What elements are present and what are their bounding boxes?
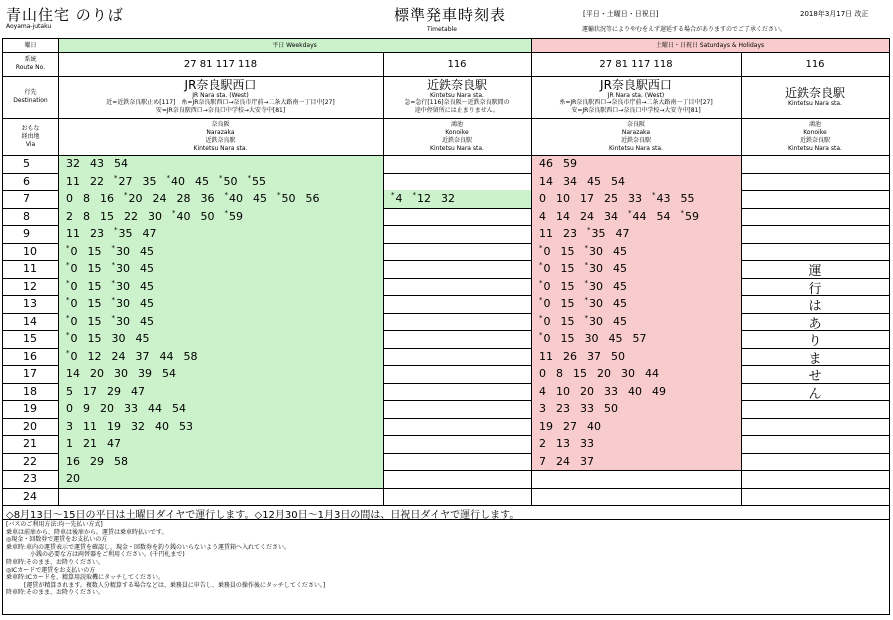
wd1-dest-note: 近=近鉄奈良駅止め[117] 糸=JR奈良駅西口→奈良市庁前→二条大路南一丁目中[27] 安=JR奈良駅西口→奈良口中学校→大安寺中[81] bbox=[106, 99, 335, 114]
no-service-char: は bbox=[808, 299, 822, 314]
ho1-minutes: 14 34 45 54 bbox=[539, 174, 625, 188]
stop-romaji: Aoyama-jutaku bbox=[6, 23, 52, 30]
wd2-dest-note: 急=急行[116]奈良阪～近鉄奈良駅間の 途中停留所には止まりません。 bbox=[404, 99, 510, 114]
ho1-minutes: *0 15 *30 45 bbox=[539, 278, 627, 293]
ho1-dest-note: 糸=JR奈良駅西口→奈良市庁前→二条大路南一丁目中[27] 安=JR奈良駅西口→奈良口中学校→大安寺中[81] bbox=[559, 99, 713, 114]
hour-label: 13 bbox=[23, 297, 37, 310]
wd2-destination bbox=[383, 76, 531, 118]
wd2-routes: 116 bbox=[447, 58, 467, 70]
wd2-dest-ja: 近鉄奈良駅 bbox=[426, 78, 487, 92]
hour-label: 6 bbox=[23, 174, 30, 188]
weekday-label: 平日 Weekdays bbox=[272, 41, 317, 49]
wd1-minutes: *0 12 24 37 44 58 bbox=[66, 348, 198, 363]
footer-remark: ◇8月13日～15日の平日は土曜日ダイヤで運行します。◇12月30日～1月3日の間は、日祝日ダイヤで運行します。 bbox=[6, 510, 520, 521]
hour-label: 10 bbox=[23, 244, 37, 258]
wd2-dest-en: Kintetsu Nara sta. bbox=[430, 92, 484, 99]
delay-note: 運輸状況等によりやむをえず遅延する場合がありますのでご了承ください。 bbox=[582, 26, 787, 33]
wd1-minutes: 14 20 30 39 54 bbox=[66, 367, 176, 380]
wd1-dest-ja: JR奈良駅西口 bbox=[184, 78, 257, 92]
hour-label: 12 bbox=[23, 279, 37, 293]
wd1-minutes: 11 22 *27 35 *40 45 *50 *55 bbox=[66, 173, 266, 188]
hour-label: 21 bbox=[23, 437, 37, 450]
ho1-minutes: *0 15 30 45 57 bbox=[539, 331, 647, 345]
wd1-minutes: *0 15 *30 45 bbox=[66, 261, 154, 275]
ho1-minutes: *0 15 *30 45 bbox=[539, 313, 627, 328]
hour-label: 9 bbox=[23, 227, 30, 240]
wd1-minutes: *0 15 *30 45 bbox=[66, 243, 154, 258]
ho1-minutes: 3 23 33 50 bbox=[539, 402, 618, 415]
ho2-routes: 116 bbox=[805, 58, 825, 70]
hour-label: 23 bbox=[23, 472, 37, 485]
ho2-dest-ja: 近鉄奈良駅 bbox=[784, 86, 845, 100]
wd2-minutes: *4 *12 32 bbox=[391, 191, 455, 205]
no-service-char: 行 bbox=[808, 281, 822, 297]
wd1-minutes: *0 15 *30 45 bbox=[66, 296, 154, 310]
wd1-cell-bg bbox=[58, 470, 383, 488]
ho1-via: 奈良阪 Narazaka 近鉄奈良駅 Kintetsu Nara sta. bbox=[609, 120, 663, 152]
label-route: 系統 Route No. bbox=[15, 56, 46, 71]
ho1-minutes: 11 26 37 50 bbox=[539, 349, 625, 363]
no-service-char: り bbox=[808, 334, 822, 349]
label-day: 曜日 bbox=[24, 41, 37, 49]
ho1-minutes: 0 8 15 20 30 44 bbox=[539, 367, 659, 380]
ho1-minutes: *0 15 *30 45 bbox=[539, 296, 627, 310]
page-title: 標準発車時刻表 bbox=[394, 6, 507, 24]
ho2-destination bbox=[741, 76, 889, 118]
wd1-dest-en: JR Nara sta. (West) bbox=[192, 92, 249, 99]
revision-date: 2018年3月17日 改正 bbox=[800, 10, 869, 18]
page-title-en: Timetable bbox=[427, 26, 457, 33]
hour-label: 22 bbox=[23, 454, 37, 468]
wd1-minutes: 11 23 *35 47 bbox=[66, 226, 157, 240]
wd1-destination bbox=[58, 76, 383, 118]
wd1-minutes: *0 15 *30 45 bbox=[66, 278, 154, 293]
ho2-dest-en: Kintetsu Nara sta. bbox=[788, 100, 842, 107]
label-destination: 行先 Destination bbox=[13, 89, 48, 104]
ho1-minutes: *0 15 *30 45 bbox=[539, 261, 627, 275]
footer-notes: [バスのご利用方法:均一先払い方式] 乗車は前扉から、降車は後扉から。運賃は乗車時払いです。 ◎現金・回数券で運賃をお支払いの方 乗車時:車内の運賃表示で運賃を確認し、現金・回数券を釣り銭のいらないよう運賃箱へ入れてください。 小銭の必要な方は両替器をご利用ください。(千円札まで) 降車時:そのまま、お降りください。 ◎ICカードで運賃をお支払いの方 乗車時:ICカードを、精算用読取機にタッチしてください。 [運賃が精算されます。複数人分精算する場合などは、乗務員に申告し、乗務員の操作後にタッチしてください。] 降車時:そのまま、お降りください。 bbox=[6, 521, 326, 597]
ho1-minutes: 46 59 bbox=[539, 157, 577, 170]
ho1-minutes: *0 15 *30 45 bbox=[539, 243, 627, 258]
hour-label: 20 bbox=[23, 419, 37, 433]
no-service-char: 運 bbox=[808, 264, 822, 279]
no-service-char: ま bbox=[808, 351, 822, 367]
ho1-dest-ja: JR奈良駅西口 bbox=[600, 78, 672, 92]
ho1-destination bbox=[531, 76, 741, 118]
ho1-minutes: 4 14 24 34 *44 54 *59 bbox=[539, 208, 699, 223]
ho1-minutes: 11 23 *35 47 bbox=[539, 226, 630, 240]
ho2-via: 鴻池 Konoike 近鉄奈良駅 Kintetsu Nara sta. bbox=[788, 120, 842, 152]
wd1-minutes: *0 15 *30 45 bbox=[66, 313, 154, 328]
ho1-minutes: 0 10 17 25 33 *43 55 bbox=[539, 191, 695, 205]
wd1-minutes: 3 11 19 32 40 53 bbox=[66, 419, 193, 433]
hour-label: 14 bbox=[23, 314, 37, 328]
hour-label: 15 bbox=[23, 332, 37, 345]
hour-label: 17 bbox=[23, 367, 37, 380]
ho1-dest-en: JR Nara sta. (West) bbox=[607, 92, 665, 99]
wd1-minutes: *0 15 30 45 bbox=[66, 331, 150, 345]
no-service-char: ん bbox=[808, 386, 822, 402]
hour-label: 19 bbox=[23, 402, 37, 415]
hour-label: 11 bbox=[23, 262, 37, 275]
ho1-routes: 27 81 117 118 bbox=[599, 58, 673, 70]
wd1-minutes: 5 17 29 47 bbox=[66, 384, 145, 398]
hour-label: 24 bbox=[23, 489, 37, 503]
wd1-minutes: 20 bbox=[66, 472, 80, 485]
days-note: [平日・土曜日・日祝日] bbox=[583, 10, 659, 18]
wd1-minutes: 16 29 58 bbox=[66, 454, 128, 468]
hour-label: 7 bbox=[23, 192, 30, 205]
wd1-routes: 27 81 117 118 bbox=[183, 58, 258, 70]
no-service-char: あ bbox=[808, 316, 822, 332]
holiday-label: 土曜日・日祝日 Saturdays & Holidays bbox=[655, 41, 765, 49]
wd2-via: 鴻池 Konoike 近鉄奈良駅 Kintetsu Nara sta. bbox=[430, 120, 484, 152]
hour-label: 8 bbox=[23, 209, 30, 223]
hour-label: 5 bbox=[23, 157, 30, 170]
ho1-minutes: 2 13 33 bbox=[539, 437, 594, 450]
ho1-minutes: 4 10 20 33 40 49 bbox=[539, 384, 666, 398]
ho1-minutes: 19 27 40 bbox=[539, 419, 601, 433]
wd1-minutes: 0 9 20 33 44 54 bbox=[66, 402, 186, 415]
hour-label: 16 bbox=[23, 349, 37, 363]
wd1-minutes: 32 43 54 bbox=[66, 157, 128, 170]
no-service-char: せ bbox=[808, 369, 822, 384]
wd1-via: 奈良阪 Narazaka 近鉄奈良駅 Kintetsu Nara sta. bbox=[193, 120, 248, 152]
stop-name: 青山住宅 のりば bbox=[6, 6, 124, 24]
wd1-minutes: 2 8 15 22 30 *40 50 *59 bbox=[66, 208, 243, 223]
label-via: おもな 経由地 Via bbox=[21, 124, 40, 148]
wd1-minutes: 0 8 16 *20 24 28 36 *40 45 *50 56 bbox=[66, 191, 320, 205]
hour-label: 18 bbox=[23, 384, 37, 398]
ho1-minutes: 7 24 37 bbox=[539, 454, 594, 468]
wd1-minutes: 1 21 47 bbox=[66, 437, 121, 450]
